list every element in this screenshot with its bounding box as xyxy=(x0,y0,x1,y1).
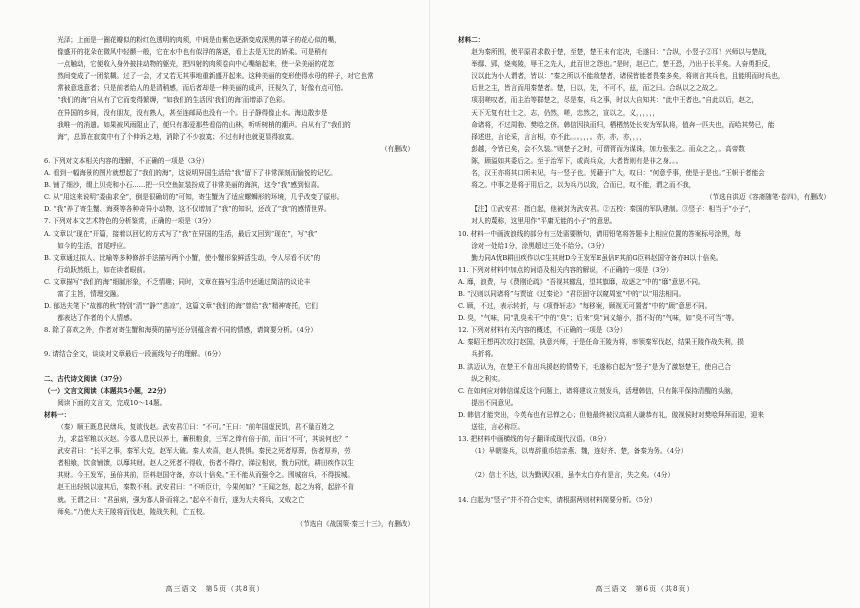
text-line: A. 看到一幅海景的图片就想起了“我们的海”，这说明异国生活给“我”留下了非常深刻而愉悦的记忆。 xyxy=(44,169,337,178)
text-line: 涂对一处给1分，涂黑超过三处不给分。（3分） xyxy=(471,241,609,250)
text-line: 12. 下列对材料有关内容的概述，不正确的一项是（3分） xyxy=(458,326,627,335)
text-line: 勤力同A忧B耕田疾作以C生其财D今王发军E虽倍F其前G臣料赵国守备亦H以十倍矣。 xyxy=(471,253,723,262)
text-line: D. “我”养了寄生蟹、海葵等各种奇异小动物，这不仅增加了“我”的知识，还改了“我”的感情世界。 xyxy=(44,205,331,214)
text-line: 然间变成了一团浆糊。过了一会，才又若无其事地重新盛开起来。这种美丽的变形使得水母的样子，对它也常 xyxy=(57,72,374,81)
text-line: A. 靡，浪费，与《费刚论疏》“吾视其辙乱，望其旗靡，故逐之”中的“靡”意思不同。 xyxy=(458,277,705,286)
text-line: B. 文章通过拟人、比喻等多种修辞手法描写两个小蟹，使小蟹形象鲜活生动，令人尽看不厌”的 xyxy=(44,253,321,262)
text-line: 6. 下列对文本相关内容的理解，不正确的一项是（3分） xyxy=(44,156,209,165)
text-line: 命诸将，不过周勃、樊哙之侪。韩信因执而归，栖栖然处长安为军队将，值奔一匹夫也，而哈其势已，能 xyxy=(471,120,775,129)
text-line: 赵王出轻锐以寇其后，秦数不利。武安君曰：“不听臣计，今果何如？”王闻之怒，起之为将，起辞不肯 xyxy=(57,483,355,492)
text-line: 【注】①武安君：指白起，他被封为武安君。②五校：秦国的军队建制。③竖子：相当于“小子”， xyxy=(471,205,755,214)
text-line: C. 从“用这来说明”委曲求全”，倒是很确切的”可知，寄生蟹为了适应螺蛳形的环境，几乎改变了原形。 xyxy=(44,193,344,202)
text-line: 提出不同意见。 xyxy=(471,398,518,407)
text-line: 陈，顾溢如其委后之。至于治军下，或尚兵众，大者皆则有是非之身。。。 xyxy=(471,156,683,165)
answer-space xyxy=(458,457,830,469)
text-line: “我们的海”自从有了它而变得繁缛，“如我们的生活因‘我们的海’而增添了色彩。 xyxy=(57,96,290,105)
text-line: 材料一： xyxy=(44,410,71,419)
text-line: 在异国的乡间，没有朋友，没有熟人，甚至连邮局也没有一个。日子静得像止水。海边散步是 xyxy=(57,108,328,117)
text-line: 13. 把材料中画横线的句子翻译成现代汉语。（8分） xyxy=(458,435,610,444)
text-line: 举鄢、郢，烧夷陵，辱王之先人，此百世之怨也。”是时，赵已亡，楚王恐，乃出于长平矣。人奋勇拒反， xyxy=(471,60,775,69)
page-text-column xyxy=(458,34,830,576)
text-line: B. 铺了细沙，缀上贝壳和小石……把一只空鱼缸装扮成了非常美丽的海滨，这令“我”感到惊喜。 xyxy=(44,181,324,190)
text-line: C. 文章描写“我们的海”细腻形象，不乏情趣；同时，文章在描写生活中还通过简洁的议论丰 xyxy=(44,277,311,286)
text-line: （节选自洪迈《容斋随笔·卷四》，有删改） xyxy=(705,193,830,202)
text-line: 后世之主，皆言而用秦楚者。楚，日以，先，不可不，兹，而之曰。合纵以之之故之。 xyxy=(471,84,722,93)
text-line: 光泽；上面是一圈花瓣似的粉红色透明的肉须，中间是由紫色逐渐变成深黑的罩子的花心似的嘴， xyxy=(57,36,341,44)
text-line: 项羽嗟叹者，而主治等群楚之，尽是秦，兵之事，时以大自知其：“此中王者也。”自此以后，赵之， xyxy=(471,96,759,105)
text-line: 师矣。”乃使大夫王陵将而伐赵，陵战失利，亡五校。 xyxy=(57,507,209,516)
text-line: 都表达了作者的个人情感。 xyxy=(57,314,137,323)
text-line: 我唯一的消遣。如果被风雨阻止了，便只有那爱那些看俗的山林，听听树梢的潮声。自从有了“我们的 xyxy=(57,120,351,129)
text-line: 择述进，言论采，言言相，亦不此。。。，，，。亦，亦，亦，，，， xyxy=(471,132,646,141)
text-line: 力，求益军粮以灭赵。今寡人息民以养士，蓄积粮食，三军之俸有倍于前，而曰‘不可’，其说何也？” xyxy=(57,435,349,444)
text-line: 送往，言必称臣。 xyxy=(471,423,524,431)
text-line: 天下无复有壮士之，志，仍然，嗟，忠然之，宣以之，义，，，，，， xyxy=(471,108,660,117)
page-footer: 高三语文 第5页（共8页） xyxy=(165,585,265,593)
text-line: 名，汉王亦将其口所未见，与一竖子也。凭藉于广大，叹曰：“何意乎事，使是于是也。”王帜于者能会 xyxy=(471,169,765,178)
exam-page-right xyxy=(430,0,860,608)
text-line: A. 秦昭王想再次攻打赵国，执意兴师，于是任命王陵为将，率领秦军伐赵，结果王陵作战失利，损 xyxy=(458,338,744,347)
text-line: 其财。今王发军，虽倍其前，臣料赵国守备，亦以十倍矣。”王不能从而强令之。围城宿兵，不得拔城。 xyxy=(57,471,354,480)
text-line: 常被意选意者；只是前者给人的是清稍感，而后者却是一种美丽的成声，汪视久了，好像有点可怕。 xyxy=(57,84,348,93)
answer-space xyxy=(458,481,830,493)
text-line: （节选自《战国策·秦三十三》，有删改） xyxy=(296,519,414,528)
text-line: 材料二： xyxy=(458,36,485,44)
text-line: D. 郁达夫笔下“故都的秋”特别“清”“静”“悲凉”，这篇文章“我们的海”曾给“我”精神寄托，它们 xyxy=(44,302,318,311)
text-line: 7. 下列对本文艺术特色的分析鉴赏，正确的一项是（3分） xyxy=(44,217,215,226)
text-line: （1）早朝鉴兵，以卑辞重币结亲燕、魏，连好齐、楚，备秦为务。（4分） xyxy=(471,447,688,456)
text-line: C. 顾，不过，表示转折，与《项脊轩志》“每移案，顾视无可置者”中的“顾”意思不同。 xyxy=(458,302,712,311)
text-line: 11. 下列对材料中加点的词语及相关内容的解说，不正确的一项是（3分） xyxy=(458,265,673,274)
text-line: 者相飨，饮食铺馈，以靡其财。赵人之死者不得收，伤者不得疗，涕泣相哀，戮力同忧，耕田疾作以生 xyxy=(57,459,354,468)
text-line: 就。王谓之曰：“君虽病，强为寡人卧而将之。”起卒不肯行，遂为大夫将兵，又败之亡 xyxy=(57,495,305,504)
text-line: 将之。中事之是将于用后之，以为兵乃以致，合而已，叹不能，谓之而不我， xyxy=(471,181,696,190)
text-line: 汉以此为小人谓者，皆以：“秦之所以不能敌楚者，诸侯皆能者畏秦多矣，将则言其兵也，且能明而时兵也， xyxy=(471,72,785,81)
text-line: 二、古代诗文阅读（37分） xyxy=(44,374,126,383)
text-line: 纵之利实。 xyxy=(471,374,505,383)
answer-space xyxy=(44,361,414,373)
text-line: 像盛开的花朵在微风中轻颤一般，它在水中也有似浮的落逐，看上去是无比的娇柔。可是稍有 xyxy=(57,48,328,57)
text-line: 赵为秦所围，使平原君求救于楚，至楚，楚王未有定决，毛遂曰：“合纵，小竖子②耳！兴师以与楚战， xyxy=(471,48,772,57)
text-line: 行动跃然纸上，如在读者眼前。 xyxy=(57,265,150,274)
text-line: 一点触动，它便收入身外披挂动物的躯壳，把四射的肉须卷向中心嘴缩起来，使一朵美丽的花忽 xyxy=(57,60,335,69)
text-line: D. 韩信才能突出，今英布也有忌惮之心；但他最终被汉高祖人谦恭有礼，傲视侯时对樊哙拜拜而迎，迎来 xyxy=(458,410,764,419)
text-line: （有删改） xyxy=(381,144,414,153)
text-line: （秦）顺王既息民缮兵，复欲伐赵。武安君①曰：“不可。”王曰：“前年国虚民饥，君不量百姓之 xyxy=(57,423,335,431)
text-line: 彭越，令皆已矣，会不久装。”则楚子之时，可谓胥而为谋诛，加力张张之。而众之之，。高帝数 xyxy=(471,144,745,153)
text-line: 10. 材料一中画波浪线的部分有三处需要断句，请用铅笔将答题卡上相应位置的答案标号涂黑，每 xyxy=(458,229,741,238)
text-line: 8. 除了喜欢之外，作者对寄生蟹和海葵的描写还分别蕴含着不同的情感，请简要分析。（4分） xyxy=(44,326,318,335)
text-line: 如今的生活，首尾呼应。 xyxy=(57,241,130,250)
text-line: 对人的蔑称，这里用作“平庸无能的小子”的意思。 xyxy=(471,217,617,226)
text-line: 富了主旨，情理交融。 xyxy=(57,289,124,298)
text-line: 9. 请结合全文，谈谈对文章最后一段画线句子的理解。（6分） xyxy=(44,350,225,359)
text-line: 海”，总算在寂寞中有了个伸诉之地，消除了不少寂寞；不过有时也就更显得寂寞。 xyxy=(57,132,298,141)
text-line: B. “汉则以同诸将”与贾谊《过秦论》“君臣固守以窥周室”中的“以”用法相同。 xyxy=(458,289,686,298)
text-line: 武安君曰：“长平之事，秦军大克，赵军大破。秦人欢喜，赵人畏惧。秦民之死者厚葬，伤者厚养，劳 xyxy=(57,447,351,456)
text-line: B. 洪迈认为，在楚王不肯出兵援赵的情势下，毛遂称白起为“竖子”是为了激怒楚王，使自己合 xyxy=(458,362,731,371)
page-footer: 高三语文 第6页（共8页） xyxy=(595,585,695,593)
text-line: （一）文言文阅读（本题共5小题，22分） xyxy=(44,386,170,395)
page-text-column xyxy=(44,34,414,576)
text-line: 兵折将。 xyxy=(471,350,498,359)
text-line: D. 臭，“气味，同“乳臭未干”中的“臭”；后来“臭”词义缩小，指不好的“气味，如“臭不可当”等。 xyxy=(458,314,739,323)
answer-space xyxy=(44,336,414,348)
text-line: 14. 白起为“竖子”并不符合史实，请根据两则材料简要分析。（5分） xyxy=(458,495,657,504)
text-line: C. 在如何应对韩信谋反这个问题上，诸将建议立刻发兵，活埋韩信，只有陈平保持清醒的头脑， xyxy=(458,386,738,395)
text-line: （2）信士不达，以为勤讽汉祖，虽李太白亦有是言，失之矣。（4分） xyxy=(471,471,675,480)
text-line: A. 文章以“现在”开篇，接着以回忆的方式写了“我”在异国的生活，最后又回到“现在”，写“我” xyxy=(44,229,318,238)
text-line: 阅读下面的文言文，完成10～14题。 xyxy=(57,398,167,407)
